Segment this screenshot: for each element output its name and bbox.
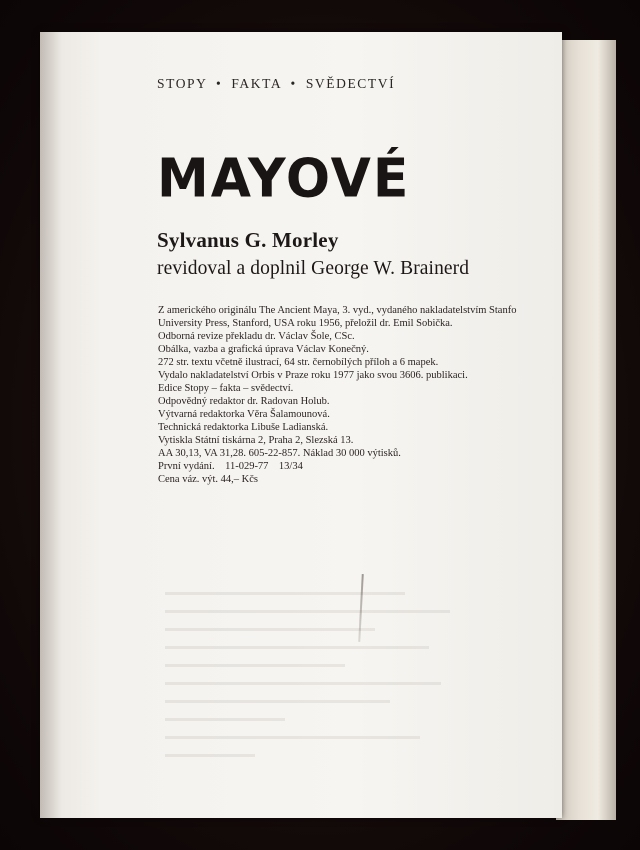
series-word: FAKTA [231,76,282,91]
credit-line: Výtvarná redaktorka Věra Šalamounová. [158,409,330,420]
series-line [157,76,395,92]
credit-line: 272 str. textu včetně ilustrací, 64 str. černobílých příloh a 6 mapek. [158,357,439,368]
credit-line: Cena váz. výt. 44,– Kčs [158,474,259,485]
binding-shadow [40,32,62,818]
imprint-credits [158,304,558,486]
revision-credit: revidoval a doplnil George W. Brainerd [157,258,470,279]
bullet-icon: • [290,76,297,91]
book-page [40,32,562,818]
credit-line: První vydání. 11-029-77 13/34 [158,461,303,472]
credit-line: Vytiskla Státní tiskárna 2, Praha 2, Slezská 13. [158,435,354,446]
credit-line: Z amerického originálu The Ancient Maya, 3. vyd., vydaného nakladatelstvím Stanfo [158,305,517,316]
credit-line: University Press, Stanford, USA roku 1956, přeložil dr. Emil Sobička. [158,318,453,329]
show-through-text [165,592,465,802]
credit-line: Odpovědný redaktor dr. Radovan Holub. [158,396,330,407]
credit-line: Vydalo nakladatelství Orbis v Praze roku 1977 jako svou 3606. publikaci. [158,370,468,381]
credit-line: AA 30,13, VA 31,28. 605-22-857. Náklad 30 000 výtisků. [158,448,401,459]
credit-line: Edice Stopy – fakta – svědectví. [158,383,294,394]
book-title: MAYOVÉ [157,148,411,210]
author-name: Sylvanus G. Morley [157,228,339,252]
series-word: STOPY [157,76,208,91]
credit-line: Technická redaktorka Libuše Ladianská. [158,422,329,433]
bullet-icon: • [216,76,223,91]
credit-line: Obálka, vazba a grafická úprava Václav Konečný. [158,344,369,355]
series-word: SVĚDECTVÍ [305,76,396,91]
next-page-edge [556,40,616,820]
credit-line: Odborná revize překladu dr. Václav Šole, CSc. [158,331,355,342]
